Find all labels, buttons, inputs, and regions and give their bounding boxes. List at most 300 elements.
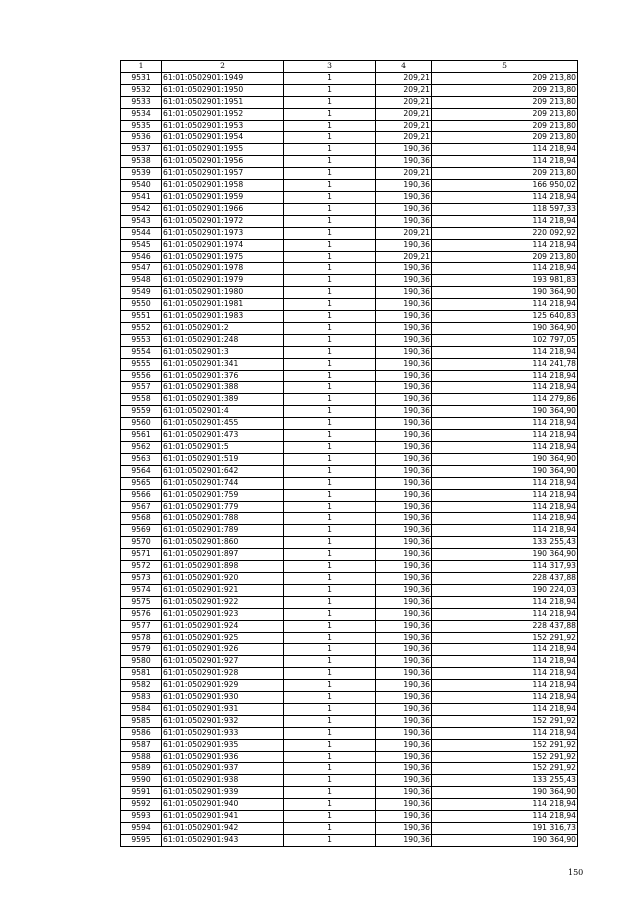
row-number-cell: 9557: [121, 382, 162, 394]
row-number-cell: 9590: [121, 775, 162, 787]
table-row: [121, 823, 578, 835]
cadastral-number-cell: 61:01:0502901:455: [162, 418, 284, 430]
table-row: [121, 727, 578, 739]
cadastral-number-cell: 61:01:0502901:935: [162, 739, 284, 751]
row-number-cell: 9542: [121, 203, 162, 215]
quantity-cell: 1: [284, 311, 376, 323]
value-cell: 114 218,94: [432, 239, 578, 251]
value-cell: 209 213,80: [432, 168, 578, 180]
quantity-cell: 1: [284, 275, 376, 287]
table-row: [121, 668, 578, 680]
table-row: [121, 180, 578, 192]
cadastral-number-cell: 61:01:0502901:388: [162, 382, 284, 394]
area-cell: 209,21: [376, 72, 432, 84]
table-row: [121, 442, 578, 454]
quantity-cell: 1: [284, 727, 376, 739]
area-cell: 190,36: [376, 572, 432, 584]
cadastral-number-cell: 61:01:0502901:925: [162, 632, 284, 644]
cadastral-number-cell: 61:01:0502901:938: [162, 775, 284, 787]
row-number-cell: 9553: [121, 334, 162, 346]
table-row: [121, 322, 578, 334]
row-number-cell: 9585: [121, 715, 162, 727]
cadastral-number-cell: 61:01:0502901:1950: [162, 84, 284, 96]
area-cell: 190,36: [376, 834, 432, 846]
cadastral-number-cell: 61:01:0502901:1975: [162, 251, 284, 263]
row-number-cell: 9534: [121, 108, 162, 120]
row-number-cell: 9572: [121, 561, 162, 573]
table-row: [121, 394, 578, 406]
quantity-cell: 1: [284, 442, 376, 454]
value-cell: 152 291,92: [432, 763, 578, 775]
table-row: [121, 561, 578, 573]
table-row: [121, 263, 578, 275]
value-cell: 118 597,33: [432, 203, 578, 215]
area-cell: 190,36: [376, 596, 432, 608]
quantity-cell: 1: [284, 608, 376, 620]
area-cell: 209,21: [376, 227, 432, 239]
cadastral-number-cell: 61:01:0502901:1972: [162, 215, 284, 227]
row-number-cell: 9533: [121, 96, 162, 108]
row-number-cell: 9578: [121, 632, 162, 644]
value-cell: 114 218,94: [432, 608, 578, 620]
area-cell: 190,36: [376, 453, 432, 465]
value-cell: 190 364,90: [432, 322, 578, 334]
cadastral-number-cell: 61:01:0502901:931: [162, 703, 284, 715]
row-number-cell: 9538: [121, 156, 162, 168]
table-row: [121, 751, 578, 763]
value-cell: 114 218,94: [432, 263, 578, 275]
cadastral-number-cell: 61:01:0502901:921: [162, 584, 284, 596]
table-row: [121, 215, 578, 227]
row-number-cell: 9562: [121, 442, 162, 454]
value-cell: 209 213,80: [432, 251, 578, 263]
row-number-cell: 9571: [121, 549, 162, 561]
table-row: [121, 382, 578, 394]
value-cell: 114 218,94: [432, 596, 578, 608]
header-row: [121, 61, 578, 73]
value-cell: 190 364,90: [432, 453, 578, 465]
quantity-cell: 1: [284, 227, 376, 239]
area-cell: 190,36: [376, 632, 432, 644]
table-row: [121, 311, 578, 323]
quantity-cell: 1: [284, 620, 376, 632]
value-cell: 209 213,80: [432, 84, 578, 96]
row-number-cell: 9576: [121, 608, 162, 620]
table-row: [121, 299, 578, 311]
quantity-cell: 1: [284, 823, 376, 835]
area-cell: 190,36: [376, 203, 432, 215]
table-row: [121, 239, 578, 251]
value-cell: 220 092,92: [432, 227, 578, 239]
quantity-cell: 1: [284, 668, 376, 680]
cadastral-number-cell: 61:01:0502901:897: [162, 549, 284, 561]
cadastral-number-cell: 61:01:0502901:1983: [162, 311, 284, 323]
quantity-cell: 1: [284, 346, 376, 358]
cadastral-number-cell: 61:01:0502901:922: [162, 596, 284, 608]
area-cell: 190,36: [376, 239, 432, 251]
area-cell: 190,36: [376, 334, 432, 346]
area-cell: 190,36: [376, 656, 432, 668]
row-number-cell: 9555: [121, 358, 162, 370]
cadastral-number-cell: 61:01:0502901:941: [162, 811, 284, 823]
quantity-cell: 1: [284, 799, 376, 811]
row-number-cell: 9547: [121, 263, 162, 275]
quantity-cell: 1: [284, 525, 376, 537]
cadastral-number-cell: 61:01:0502901:1966: [162, 203, 284, 215]
row-number-cell: 9550: [121, 299, 162, 311]
row-number-cell: 9580: [121, 656, 162, 668]
row-number-cell: 9593: [121, 811, 162, 823]
quantity-cell: 1: [284, 370, 376, 382]
cadastral-value-table: [120, 60, 578, 847]
table-row: [121, 251, 578, 263]
cadastral-number-cell: 61:01:0502901:926: [162, 644, 284, 656]
cadastral-number-cell: 61:01:0502901:789: [162, 525, 284, 537]
cadastral-number-cell: 61:01:0502901:937: [162, 763, 284, 775]
area-cell: 190,36: [376, 430, 432, 442]
quantity-cell: 1: [284, 537, 376, 549]
quantity-cell: 1: [284, 120, 376, 132]
cadastral-number-cell: 61:01:0502901:1953: [162, 120, 284, 132]
area-cell: 190,36: [376, 525, 432, 537]
table-row: [121, 549, 578, 561]
value-cell: 114 241,78: [432, 358, 578, 370]
quantity-cell: 1: [284, 84, 376, 96]
area-cell: 190,36: [376, 775, 432, 787]
table-row: [121, 453, 578, 465]
cadastral-number-cell: 61:01:0502901:1974: [162, 239, 284, 251]
table-row: [121, 787, 578, 799]
quantity-cell: 1: [284, 430, 376, 442]
column-header: 4: [376, 61, 432, 73]
row-number-cell: 9548: [121, 275, 162, 287]
table-row: [121, 608, 578, 620]
quantity-cell: 1: [284, 251, 376, 263]
area-cell: 190,36: [376, 513, 432, 525]
cadastral-number-cell: 61:01:0502901:5: [162, 442, 284, 454]
area-cell: 190,36: [376, 692, 432, 704]
value-cell: 114 218,94: [432, 191, 578, 203]
table-row: [121, 96, 578, 108]
area-cell: 209,21: [376, 96, 432, 108]
table-row: [121, 203, 578, 215]
cadastral-number-cell: 61:01:0502901:936: [162, 751, 284, 763]
quantity-cell: 1: [284, 239, 376, 251]
cadastral-number-cell: 61:01:0502901:1980: [162, 287, 284, 299]
cadastral-number-cell: 61:01:0502901:928: [162, 668, 284, 680]
value-cell: 209 213,80: [432, 120, 578, 132]
value-cell: 114 317,93: [432, 561, 578, 573]
area-cell: 209,21: [376, 108, 432, 120]
quantity-cell: 1: [284, 477, 376, 489]
quantity-cell: 1: [284, 787, 376, 799]
table-row: [121, 537, 578, 549]
area-cell: 190,36: [376, 584, 432, 596]
value-cell: 114 218,94: [432, 501, 578, 513]
quantity-cell: 1: [284, 168, 376, 180]
column-header: 1: [121, 61, 162, 73]
area-cell: 190,36: [376, 382, 432, 394]
cadastral-number-cell: 61:01:0502901:642: [162, 465, 284, 477]
row-number-cell: 9561: [121, 430, 162, 442]
value-cell: 114 279,86: [432, 394, 578, 406]
quantity-cell: 1: [284, 489, 376, 501]
row-number-cell: 9570: [121, 537, 162, 549]
area-cell: 209,21: [376, 251, 432, 263]
row-number-cell: 9560: [121, 418, 162, 430]
row-number-cell: 9545: [121, 239, 162, 251]
area-cell: 190,36: [376, 620, 432, 632]
row-number-cell: 9549: [121, 287, 162, 299]
cadastral-number-cell: 61:01:0502901:759: [162, 489, 284, 501]
value-cell: 114 218,94: [432, 644, 578, 656]
page-number: 150: [568, 868, 584, 877]
table-row: [121, 287, 578, 299]
cadastral-number-cell: 61:01:0502901:1957: [162, 168, 284, 180]
row-number-cell: 9595: [121, 834, 162, 846]
quantity-cell: 1: [284, 191, 376, 203]
area-cell: 190,36: [376, 608, 432, 620]
quantity-cell: 1: [284, 703, 376, 715]
column-header: 2: [162, 61, 284, 73]
row-number-cell: 9564: [121, 465, 162, 477]
table-row: [121, 334, 578, 346]
area-cell: 190,36: [376, 370, 432, 382]
table-row: [121, 834, 578, 846]
area-cell: 190,36: [376, 477, 432, 489]
value-cell: 190 364,90: [432, 465, 578, 477]
row-number-cell: 9586: [121, 727, 162, 739]
area-cell: 190,36: [376, 144, 432, 156]
cadastral-number-cell: 61:01:0502901:1979: [162, 275, 284, 287]
area-cell: 190,36: [376, 668, 432, 680]
cadastral-number-cell: 61:01:0502901:1951: [162, 96, 284, 108]
row-number-cell: 9535: [121, 120, 162, 132]
area-cell: 190,36: [376, 501, 432, 513]
cadastral-number-cell: 61:01:0502901:3: [162, 346, 284, 358]
quantity-cell: 1: [284, 180, 376, 192]
value-cell: 191 316,73: [432, 823, 578, 835]
row-number-cell: 9565: [121, 477, 162, 489]
value-cell: 114 218,94: [432, 525, 578, 537]
value-cell: 125 640,83: [432, 311, 578, 323]
area-cell: 190,36: [376, 406, 432, 418]
quantity-cell: 1: [284, 644, 376, 656]
area-cell: 190,36: [376, 156, 432, 168]
area-cell: 190,36: [376, 465, 432, 477]
area-cell: 209,21: [376, 84, 432, 96]
quantity-cell: 1: [284, 132, 376, 144]
value-cell: 114 218,94: [432, 489, 578, 501]
value-cell: 114 218,94: [432, 144, 578, 156]
quantity-cell: 1: [284, 561, 376, 573]
row-number-cell: 9566: [121, 489, 162, 501]
area-cell: 190,36: [376, 191, 432, 203]
cadastral-number-cell: 61:01:0502901:389: [162, 394, 284, 406]
row-number-cell: 9558: [121, 394, 162, 406]
value-cell: 209 213,80: [432, 132, 578, 144]
area-cell: 209,21: [376, 168, 432, 180]
value-cell: 166 950,02: [432, 180, 578, 192]
value-cell: 114 218,94: [432, 215, 578, 227]
row-number-cell: 9575: [121, 596, 162, 608]
quantity-cell: 1: [284, 299, 376, 311]
row-number-cell: 9567: [121, 501, 162, 513]
value-cell: 114 218,94: [432, 692, 578, 704]
area-cell: 190,36: [376, 823, 432, 835]
area-cell: 190,36: [376, 322, 432, 334]
area-cell: 190,36: [376, 799, 432, 811]
quantity-cell: 1: [284, 156, 376, 168]
table-row: [121, 227, 578, 239]
value-cell: 114 218,94: [432, 418, 578, 430]
value-cell: 152 291,92: [432, 632, 578, 644]
cadastral-number-cell: 61:01:0502901:1955: [162, 144, 284, 156]
quantity-cell: 1: [284, 453, 376, 465]
table-row: [121, 596, 578, 608]
column-header: 5: [432, 61, 578, 73]
table-row: [121, 775, 578, 787]
quantity-cell: 1: [284, 96, 376, 108]
area-cell: 190,36: [376, 215, 432, 227]
area-cell: 190,36: [376, 263, 432, 275]
cadastral-number-cell: 61:01:0502901:248: [162, 334, 284, 346]
value-cell: 114 218,94: [432, 346, 578, 358]
cadastral-number-cell: 61:01:0502901:920: [162, 572, 284, 584]
row-number-cell: 9552: [121, 322, 162, 334]
row-number-cell: 9582: [121, 680, 162, 692]
area-cell: 190,36: [376, 489, 432, 501]
quantity-cell: 1: [284, 549, 376, 561]
quantity-cell: 1: [284, 144, 376, 156]
row-number-cell: 9539: [121, 168, 162, 180]
value-cell: 114 218,94: [432, 799, 578, 811]
value-cell: 133 255,43: [432, 537, 578, 549]
value-cell: 152 291,92: [432, 751, 578, 763]
row-number-cell: 9589: [121, 763, 162, 775]
row-number-cell: 9531: [121, 72, 162, 84]
value-cell: 114 218,94: [432, 382, 578, 394]
quantity-cell: 1: [284, 656, 376, 668]
value-cell: 209 213,80: [432, 72, 578, 84]
cadastral-number-cell: 61:01:0502901:788: [162, 513, 284, 525]
value-cell: 114 218,94: [432, 442, 578, 454]
row-number-cell: 9532: [121, 84, 162, 96]
area-cell: 190,36: [376, 727, 432, 739]
table-row: [121, 370, 578, 382]
cadastral-number-cell: 61:01:0502901:1959: [162, 191, 284, 203]
row-number-cell: 9573: [121, 572, 162, 584]
quantity-cell: 1: [284, 501, 376, 513]
value-cell: 209 213,80: [432, 96, 578, 108]
quantity-cell: 1: [284, 203, 376, 215]
table-row: [121, 84, 578, 96]
row-number-cell: 9554: [121, 346, 162, 358]
table-row: [121, 763, 578, 775]
quantity-cell: 1: [284, 263, 376, 275]
table-row: [121, 715, 578, 727]
cadastral-number-cell: 61:01:0502901:923: [162, 608, 284, 620]
value-cell: 114 218,94: [432, 680, 578, 692]
table-row: [121, 465, 578, 477]
area-cell: 209,21: [376, 120, 432, 132]
quantity-cell: 1: [284, 739, 376, 751]
table-row: [121, 572, 578, 584]
table-row: [121, 644, 578, 656]
value-cell: 114 218,94: [432, 703, 578, 715]
table-row: [121, 406, 578, 418]
cadastral-number-cell: 61:01:0502901:1958: [162, 180, 284, 192]
area-cell: 190,36: [376, 537, 432, 549]
table-row: [121, 680, 578, 692]
value-cell: 114 218,94: [432, 811, 578, 823]
area-cell: 190,36: [376, 275, 432, 287]
quantity-cell: 1: [284, 584, 376, 596]
table-row: [121, 156, 578, 168]
area-cell: 190,36: [376, 680, 432, 692]
quantity-cell: 1: [284, 465, 376, 477]
table-row: [121, 477, 578, 489]
quantity-cell: 1: [284, 572, 376, 584]
cadastral-number-cell: 61:01:0502901:940: [162, 799, 284, 811]
value-cell: 114 218,94: [432, 430, 578, 442]
row-number-cell: 9592: [121, 799, 162, 811]
quantity-cell: 1: [284, 108, 376, 120]
row-number-cell: 9581: [121, 668, 162, 680]
quantity-cell: 1: [284, 406, 376, 418]
cadastral-number-cell: 61:01:0502901:932: [162, 715, 284, 727]
quantity-cell: 1: [284, 322, 376, 334]
table-row: [121, 656, 578, 668]
cadastral-number-cell: 61:01:0502901:942: [162, 823, 284, 835]
cadastral-number-cell: 61:01:0502901:933: [162, 727, 284, 739]
area-cell: 190,36: [376, 287, 432, 299]
value-cell: 114 218,94: [432, 370, 578, 382]
table-row: [121, 346, 578, 358]
row-number-cell: 9569: [121, 525, 162, 537]
cadastral-number-cell: 61:01:0502901:927: [162, 656, 284, 668]
cadastral-number-cell: 61:01:0502901:473: [162, 430, 284, 442]
area-cell: 190,36: [376, 703, 432, 715]
row-number-cell: 9568: [121, 513, 162, 525]
value-cell: 190 364,90: [432, 287, 578, 299]
table-row: [121, 132, 578, 144]
table-row: [121, 144, 578, 156]
value-cell: 152 291,92: [432, 739, 578, 751]
quantity-cell: 1: [284, 287, 376, 299]
cadastral-number-cell: 61:01:0502901:943: [162, 834, 284, 846]
area-cell: 190,36: [376, 299, 432, 311]
row-number-cell: 9579: [121, 644, 162, 656]
table-row: [121, 501, 578, 513]
row-number-cell: 9556: [121, 370, 162, 382]
cadastral-number-cell: 61:01:0502901:779: [162, 501, 284, 513]
table-row: [121, 168, 578, 180]
quantity-cell: 1: [284, 715, 376, 727]
table-row: [121, 703, 578, 715]
table-row: [121, 513, 578, 525]
cadastral-number-cell: 61:01:0502901:341: [162, 358, 284, 370]
cadastral-number-cell: 61:01:0502901:924: [162, 620, 284, 632]
value-cell: 114 218,94: [432, 513, 578, 525]
row-number-cell: 9563: [121, 453, 162, 465]
area-cell: 190,36: [376, 561, 432, 573]
quantity-cell: 1: [284, 215, 376, 227]
value-cell: 193 981,83: [432, 275, 578, 287]
row-number-cell: 9543: [121, 215, 162, 227]
row-number-cell: 9536: [121, 132, 162, 144]
area-cell: 190,36: [376, 715, 432, 727]
